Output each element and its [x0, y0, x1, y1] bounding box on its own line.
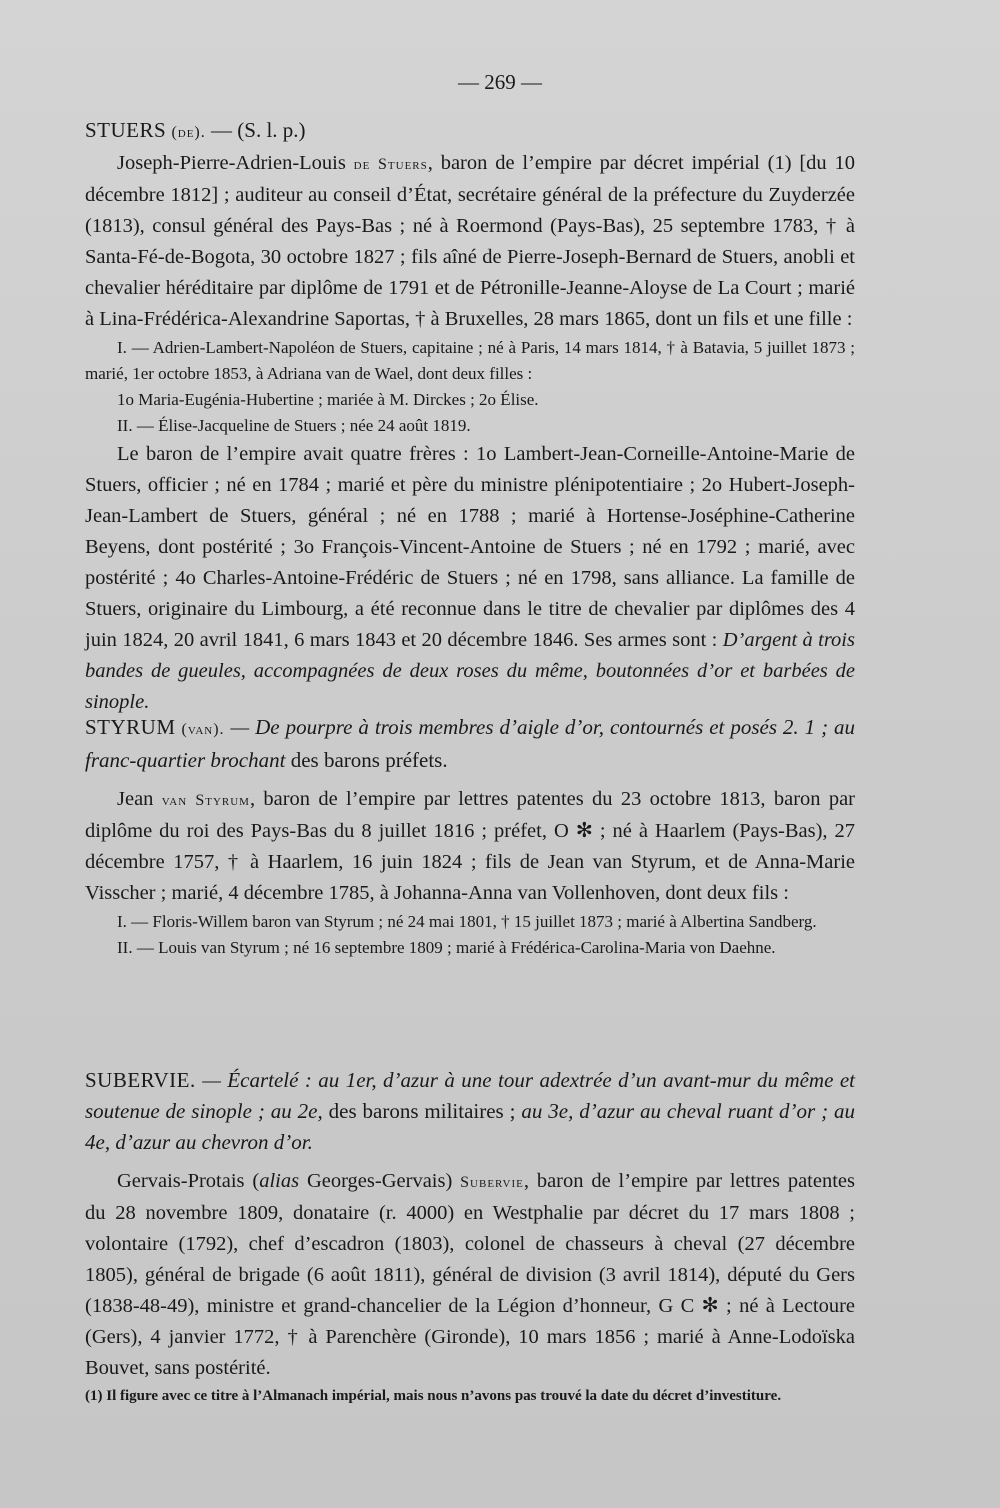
paragraph-text: Joseph-Pierre-Adrien-Louis [117, 152, 354, 174]
page-number: — 269 — [458, 70, 542, 94]
footnote: (1) Il figure avec ce titre à l’Almanach impérial, mais nous n’avons pas trouvé la date du décret d’investiture. [85, 1388, 782, 1404]
entry-paragraph [85, 1166, 855, 1384]
entry-heading [85, 712, 855, 776]
paragraph-text: , baron de l’empire par décret impérial (1) [du 10 décembre 1812] ; auditeur au conseil d’État, secrétaire général de la préfecture du Zuyderzée (1813), consul général des Pays-Bas ; né à Roermond (Pays-Bas), 25 septembre 1783, † à Santa-Fé-de-Bogota, 30 octobre 1827 ; fils aîné de Pierre-Joseph-Bernard de Stuers, anobli et chevalier héréditaire par diplôme de 1791 et de Pétronille-Jeanne-Aloyse de La Court ; marié à Lina-Frédérica-Alexandrine Saportas, † à Bruxelles, 28 mars 1865, dont un fils et une fille : [85, 152, 855, 330]
entry-heading [85, 115, 855, 148]
entry-stuers [85, 115, 855, 718]
paragraph-text: , baron de l’empire par lettres patentes du 23 octobre 1813, baron par diplôme du roi des Pays-Bas du 8 juillet 1816 ; préfet, O ✻ ; né à Haarlem (Pays-Bas), 27 décembre 1757, † à Haarlem, 16 juin 1824 ; fils de Jean van Styrum, et de Anna-Marie Visscher ; marié, 4 décembre 1785, à Johanna-Anna van Vollenhoven, dont deux fils : [85, 788, 855, 904]
paragraph-text: Le baron de l’empire avait quatre frères : 1o Lambert-Jean-Corneille-Antoine-Marie de Stuers, officier ; né en 1784 ; marié et père du ministre plénipotentiaire ; 2o Hubert-Joseph-Jean-Lambert de Stuers, général ; né en 1788 ; marié à Hortense-Joséphine-Catherine Beyens, dont postérité ; 3o François-Vincent-Antoine de Stuers ; né en 1792 ; marié, avec postérité ; 4o Charles-Antoine-Frédéric de Stuers ; né en 1798, sans alliance. La famille de Stuers, originaire du Limbourg, a été reconnue dans le titre de chevalier par diplômes des 4 juin 1824, 20 avril 1841, 6 mars 1843 et 20 décembre 1846. Ses armes sont : [85, 443, 855, 651]
arms-text: des barons préfets. [285, 748, 448, 772]
child-item: I. — Adrien-Lambert-Napoléon de Stuers, capitaine ; né à Paris, 14 mars 1814, † à Batavia, 5 juillet 1873 ; marié, 1er octobre 1853, à Adriana van de Wael, dont deux filles : [85, 338, 855, 383]
paragraph-text: Jean [117, 788, 162, 810]
child-item: II. — Élise-Jacqueline de Stuers ; née 24 août 1819. [117, 416, 471, 435]
entry-styrum [85, 712, 855, 961]
entry-title: STUERS [85, 118, 167, 142]
paragraph-text: Georges-Gervais) [299, 1170, 461, 1192]
entry-title: STYRUM [85, 715, 176, 739]
paragraph-text: , baron de l’empire par lettres patentes du 28 novembre 1809, donataire (r. 4000) en Westphalie par décret du 17 mars 1808 ; volontaire (1792), chef d’escadron (1803), colonel de chasseurs à cheval (27 décembre 1805), général de brigade (6 août 1811), général de division (3 avril 1814), député du Gers (1838-48-49), ministre et grand-chancelier de la Légion d’honneur, G C ✻ ; né à Lectoure (Gers), 4 janvier 1772, † à Parenchère (Gironde), 10 mars 1856 ; marié à Anne-Lodoïska Bouvet, sans postérité. [85, 1170, 855, 1379]
arms-description: D’argent à trois bandes de gueules, accompagnées de deux roses du même, boutonnées d’or et barbées de sinople. [85, 629, 855, 713]
entry-paragraph [85, 148, 855, 335]
entry-paragraph [85, 784, 855, 909]
arms-description: — Écartelé : au 1er, d’azur à une tour adextrée d’un avant-mur du même et soutenue de sinople ; au 2e, [85, 1068, 856, 1123]
entry-heading [85, 1065, 855, 1158]
entry-paragraph [85, 439, 855, 718]
child-item: II. — Louis van Styrum ; né 16 septembre 1809 ; marié à Frédérica-Carolina-Maria von Daehne. [117, 938, 776, 957]
person-name: van Styrum [161, 792, 250, 809]
arms-text: des barons militaires ; [322, 1099, 522, 1123]
alias-word: alias [259, 1170, 300, 1192]
entry-note: — (S. l. p.) [211, 118, 306, 142]
entry-particle: (de). [171, 124, 206, 141]
arms-description: — De pourpre à trois membres d’aigle d’or, contournés et posés 2. 1 ; au franc-quartier brochant [85, 715, 856, 772]
entry-subervie [85, 1065, 855, 1384]
child-subitem: 1o Maria-Eugénia-Hubertine ; mariée à M. Dirckes ; 2o Élise. [117, 390, 539, 409]
entry-particle: (van). [181, 721, 225, 738]
entry-title: SUBERVIE. [85, 1068, 196, 1092]
child-item: I. — Floris-Willem baron van Styrum ; né 24 mai 1801, † 15 juillet 1873 ; marié à Albertina Sandberg. [117, 912, 817, 931]
person-name: Subervie [460, 1174, 524, 1191]
arms-description: au 3e, d’azur au cheval ruant d’or ; au 4e, d’azur au chevron d’or. [85, 1099, 855, 1154]
paragraph-text: Gervais-Protais ( [117, 1170, 260, 1192]
person-name: de Stuers [353, 156, 428, 173]
